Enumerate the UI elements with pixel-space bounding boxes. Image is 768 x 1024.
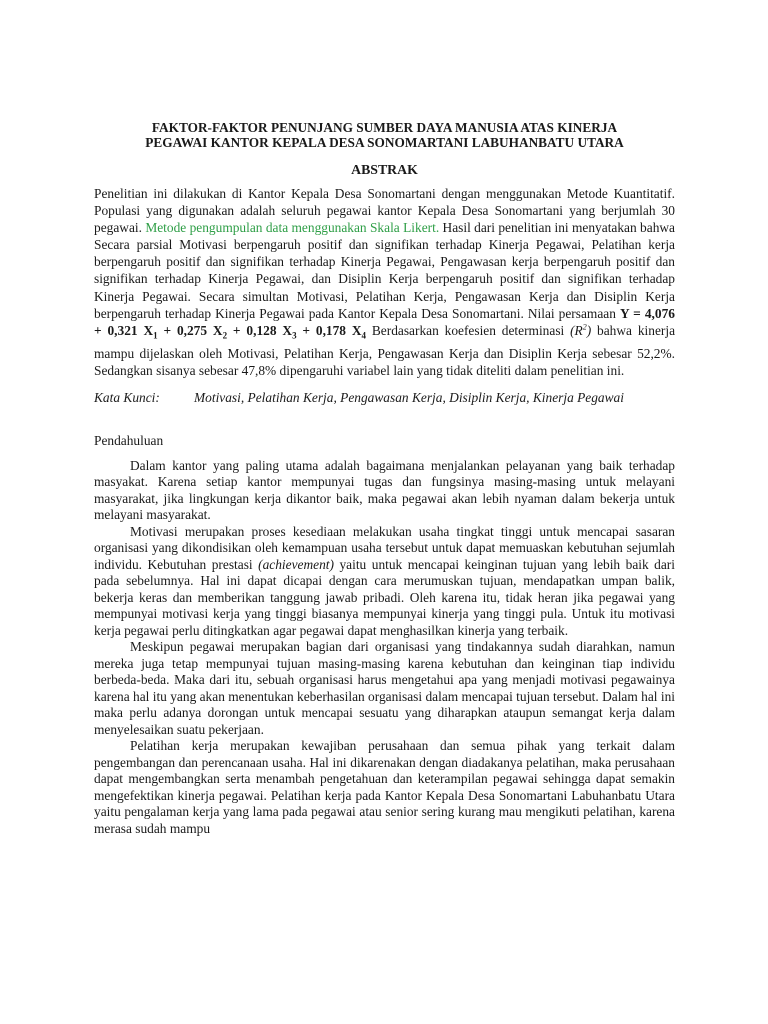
- paper-title: [94, 120, 675, 150]
- abstract-text: [94, 185, 675, 379]
- r2-close: ): [586, 322, 592, 338]
- eq-sub-4: 4: [361, 330, 367, 341]
- eq-sub-3: 3: [292, 330, 297, 341]
- p2-part-b: yaitu untuk mencapai keinginan tujuan yang lebih baik dari pada sebelumnya. Hal ini dapat dicapai dengan cara merumuskan tujuan, mendapatkan umpan balik, bekerja keras dan memberikan tanggung jawab pribadi. Oleh karena itu, tidak heran jika pegawai yang mempunyai motivasi kerja yang tinggi biasanya mempunyai kinerja yang tinggi pula. Untuk itu motivasi kerja pegawai perlu ditingkatkan agar pegawai dapat menghasilkan kinerja yang terbaik.: [94, 556, 675, 638]
- keywords-block: [94, 389, 675, 406]
- eq-term-1: + 0,275 X: [157, 322, 223, 338]
- eq-term-3: + 0,178 X: [296, 322, 362, 338]
- eq-term-2: + 0,128 X: [227, 322, 293, 338]
- section-heading-intro: Pendahuluan: [94, 432, 164, 448]
- title-line-2: PEGAWAI KANTOR KEPALA DESA SONOMARTANI LABUHANBATU UTARA: [145, 135, 624, 150]
- title-line-1: FAKTOR-FAKTOR PENUNJANG SUMBER DAYA MANUSIA ATAS KINERJA: [151, 120, 618, 135]
- intro-paragraph-2: [94, 524, 675, 640]
- eq-sub-2: 2: [222, 330, 228, 341]
- keywords-label: Kata Kunci:: [94, 389, 160, 405]
- intro-paragraph-3: Meskipun pegawai merupakan bagian dari organisasi yang tindakannya sudah diarahkan, namun mereka juga tetap mempunyai tujuan masing-masing karena kebutuhan dan keinginan tiap individu berbeda-beda. Maka dari itu, sebuah organisasi harus mengetahui apa yang menjadi motivasi pegawainya karena hal itu yang akan menentukan keberhasilan organisasi dalam mencapai tujuan tersebut. Dalam hal ini maka perlu adanya dorongan untuk mencapai sesuatu yang diharapkan ataupun semangat kerja dalam menyelesaikan suatu pekerjaan.: [94, 639, 675, 737]
- eq-lead: Y = 4,076 + 0,321 X: [94, 305, 675, 338]
- r-squared: [570, 323, 591, 338]
- abstract-part-3: Berdasarkan koefesien determinasi: [366, 322, 571, 338]
- abstract-part-2: Hasil dari penelitian ini menyatakan bahwa Secara parsial Motivasi berpengaruh positif dan signifikan terhadap Kinerja Pegawai, Pelatihan kerja berpengaruh positif dan signifikan terhadap Kinerja Pegawai, Pengawasan kerja berpengaruh positif dan signifikan terhadap Kinerja Pegawai, dan Disiplin Kerja berpengaruh positif dan signifikan terhadap Kinerja Pegawai. Secara simultan Motivasi, Pelatihan Kerja, Pengawasan Kerja dan Disiplin Kerja berpengaruh terhadap Kinerja Pegawai pada Kantor Kepala Desa Sonomartani. Nilai persamaan: [94, 220, 675, 321]
- abstract-heading: ABSTRAK: [351, 162, 418, 177]
- keywords-values: Motivasi, Pelatihan Kerja, Pengawasan Kerja, Disiplin Kerja, Kinerja Pegawai: [194, 389, 624, 405]
- document-page: [94, 120, 675, 837]
- r2-sup: 2: [582, 322, 587, 332]
- abstract-part-4: bahwa kinerja mampu dijelaskan oleh Motivasi, Pelatihan Kerja, Pengawasan Kerja dan Disiplin Kerja sebesar 52,2%. Sedangkan sisanya sebesar 47,8% dipengaruhi variabel lain yang tidak diteliti dalam penelitian ini.: [94, 322, 676, 378]
- intro-paragraph-4: Pelatihan kerja merupakan kewajiban perusahaan dan semua pihak yang terkait dalam pengembangan dan perencanaan usaha. Hal ini dikarenakan dengan diadakanya pelatihan, maka perusahaan dapat mengembangkan serta menambah pengetahuan dan keterampilan pegawai sehingga dapat semakin mengefektikan kinerja pegawai. Pelatihan kerja pada Kantor Kepala Desa Sonomartani Labuhanbatu Utara yaitu pengalaman kerja yang lama pada pegawai atau senior sering kurang mau mengikuti pelatihan, karena merasa sudah mampu: [94, 738, 675, 836]
- p2-italic-term: (achievement): [258, 556, 334, 572]
- intro-paragraph-1: Dalam kantor yang paling utama adalah bagaimana menjalankan pelayanan yang baik terhadap masyakat. Karena setiap kantor mempunyai tugas dan fungsinya masing-masing untuk melayani masyarakat, jika lingkungan kerja dikantor baik, maka pegawai akan lebih nyaman dalam bekerja untuk melayani masyarakat.: [94, 457, 675, 523]
- r2-base: (R: [570, 322, 583, 338]
- abstract-part-1: Penelitian ini dilakukan di Kantor Kepala Desa Sonomartani dengan menggunakan Metode Kuantitatif. Populasi yang digunakan adalah seluruh pegawai kantor Kepala Desa Sonomartani yang berjumlah 30 pegawai.: [94, 186, 675, 236]
- p2-part-a: Motivasi merupakan proses kesediaan melakukan usaha tingkat tinggi untuk mencapai sasaran organisasi yang dikondisikan oleh kemampuan usaha tersebut untuk dapat memuaskan kebutuhan sejumlah individu. Kebutuhan prestasi: [94, 523, 675, 572]
- abstract-highlight: Metode pengumpulan data menggunakan Skala Likert.: [145, 220, 440, 236]
- eq-sub-1: 1: [153, 330, 158, 341]
